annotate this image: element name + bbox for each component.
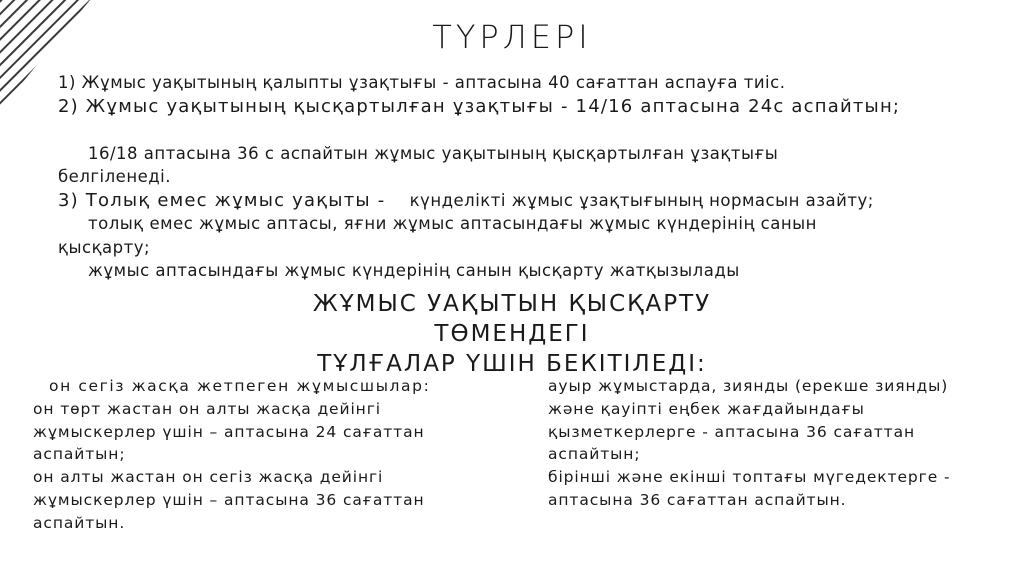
minors-line-6: аспайтын. [33,513,126,532]
minors-line-2: жұмыскерлер үшін – аптасына 24 сағаттан [33,422,425,441]
slide-title: ТҮРЛЕРІ [432,18,592,56]
spacer [58,118,998,142]
list-item-normal-hours: 1) Жұмыс уақытының қалыпты ұзақтығы - аптасына 40 сағаттан аспауға тиіс. [58,73,786,92]
minors-column [33,375,503,535]
reduced-hours-continuation: 16/18 аптасына 36 с аспайтын жұмыс уақытының қысқартылған ұзақтығы [88,143,779,163]
section-heading-line-3: ТҰЛҒАЛАР ҮШІН БЕКІТІЛЕДІ: [317,351,707,377]
hazardous-work-column [548,375,998,512]
part-time-weekly-2: қысқарту; [58,237,151,257]
list-item-reduced-hours: 2) Жұмыс уақытының қысқартылған ұзақтығы - 14/16 аптасына 24с аспайтын; [58,95,901,117]
part-time-days: жұмыс аптасындағы жұмыс күндерінің санын қысқарту жатқызылады [88,261,740,280]
section-heading-line-2: ТӨМЕНДЕГІ [434,321,590,347]
list-item-part-time [58,189,998,213]
hazardous-line-1: ауыр жұмыстарда, зиянды (ерекше зиянды) [548,377,949,395]
hazardous-line-3: қызметкерлерге - аптасына 36 сағаттан [548,422,916,441]
hazardous-line-6: аптасына 36 сағаттан аспайтын. [548,490,847,509]
reduced-hours-continuation-2: белгіленеді. [58,167,172,186]
hazardous-line-2: және қауіпті еңбек жағдайындағы [548,399,865,418]
minors-lead: он сегіз жасқа жетпеген жұмысшылар: [49,377,431,395]
part-time-heading: 3) Толық емес жұмыс уақыты - [58,189,393,211]
section-heading-line-1: ЖҰМЫС УАҚЫТЫН ҚЫСҚАРТУ [312,291,712,317]
minors-line-3: аспайтын; [33,445,126,464]
part-time-daily: күнделікті жұмыс ұзақтығының нормасын азайту; [409,190,874,210]
types-list [58,71,998,283]
minors-line-4: он алты жастан он сегіз жасқа дейінгі [33,468,384,487]
minors-line-5: жұмыскерлер үшін – аптасына 36 сағаттан [33,490,425,509]
part-time-weekly: толық емес жұмыс аптасы, яғни жұмыс аптасындағы жұмыс күндерінің санын [88,214,817,233]
hazardous-line-5: бірінші және екінші топтағы мүгедектерге - [548,468,951,487]
section-heading [0,289,1024,379]
minors-line-1: он төрт жастан он алты жасқа дейінгі [33,399,381,418]
hazardous-line-4: аспайтын; [548,445,641,464]
